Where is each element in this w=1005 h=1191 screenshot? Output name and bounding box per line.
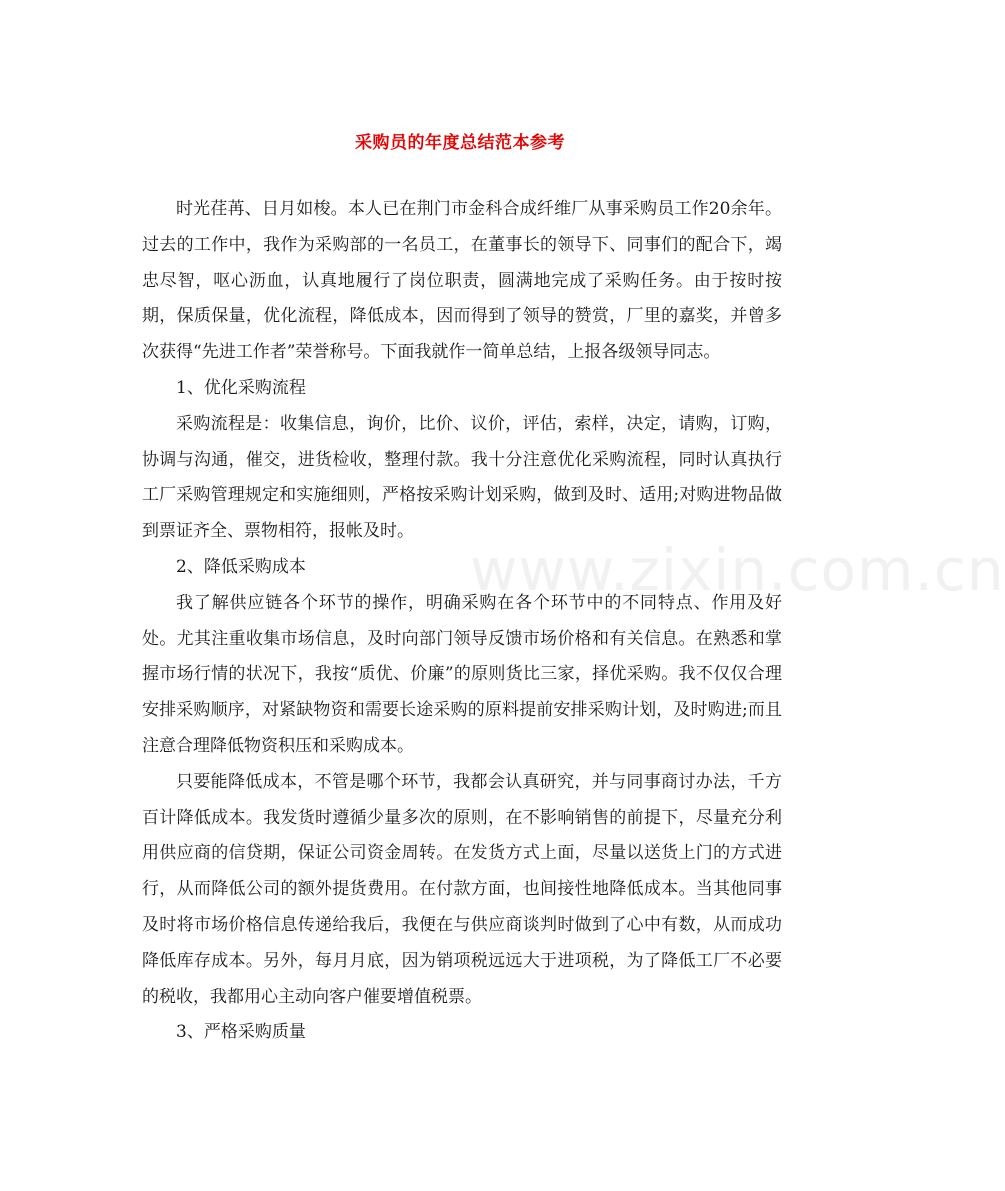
intro-paragraph: 时光荏苒、日月如梭。本人已在荆门市金科合成纤维厂从事采购员工作20余年。过去的工作中，我作为采购部的一名员工，在董事长的领导下、同事们的配合下，竭忠尽智，呕心沥血，认真地履行了岗位职责，圆满地完成了采购任务。由于按时按期，保质保量，优化流程，降低成本，因而得到了领导的赞赏，厂里的嘉奖，并曾多次获得“先进工作者”荣誉称号。下面我就作一简单总结，上报各级领导同志。 (142, 199, 782, 363)
section-1-paragraph: 采购流程是：收集信息，询价，比价、议价，评估，索样，决定，请购，订购，协调与沟通，催交，进货检收，整理付款。我十分注意优化采购流程，同时认真执行工厂采购管理规定和实施细则，严格按采购计划采购，做到及时、适用;对购进物品做到票证齐全、票物相符，报帐及时。 (142, 413, 782, 542)
document-title: 采购员的年度总结范本参考 (355, 133, 565, 153)
section-2-paragraph-2: 只要能降低成本，不管是哪个环节，我都会认真研究，并与同事商讨办法，千方百计降低成本。我发货时遵循少量多次的原则，在不影响销售的前提下，尽量充分利用供应商的信贷期，保证公司资金周转。在发货方式上面，尽量以送货上门的方式进行，从而降低公司的额外提货费用。在付款方面，也间接性地降低成本。当其他同事及时将市场价格信息传递给我后，我便在与供应商谈判时做到了心中有数，从而成功降低库存成本。另外，每月月底，因为销项税远远大于进项税，为了降低工厂不必要的税收，我都用心主动向客户催要增值税票。 (142, 771, 782, 1007)
section-heading-2: 2、降低采购成本 (176, 556, 306, 577)
section-2-paragraph-1: 我了解供应链各个环节的操作，明确采购在各个环节中的不同特点、作用及好处。尤其注重收集市场信息，及时向部门领导反馈市场价格和有关信息。在熟悉和掌握市场行情的状况下，我按“质优、价廉”的原则货比三家，择优采购。我不仅仅合理安排采购顺序，对紧缺物资和需要长途采购的原料提前安排采购计划，及时购进;而且注意合理降低物资积压和采购成本。 (142, 592, 782, 756)
section-heading-3: 3、严格采购质量 (176, 1022, 306, 1043)
watermark: www.zixin.com.cn (470, 536, 1005, 604)
section-heading-1: 1、优化采购流程 (176, 377, 306, 398)
document-body (142, 192, 782, 1051)
